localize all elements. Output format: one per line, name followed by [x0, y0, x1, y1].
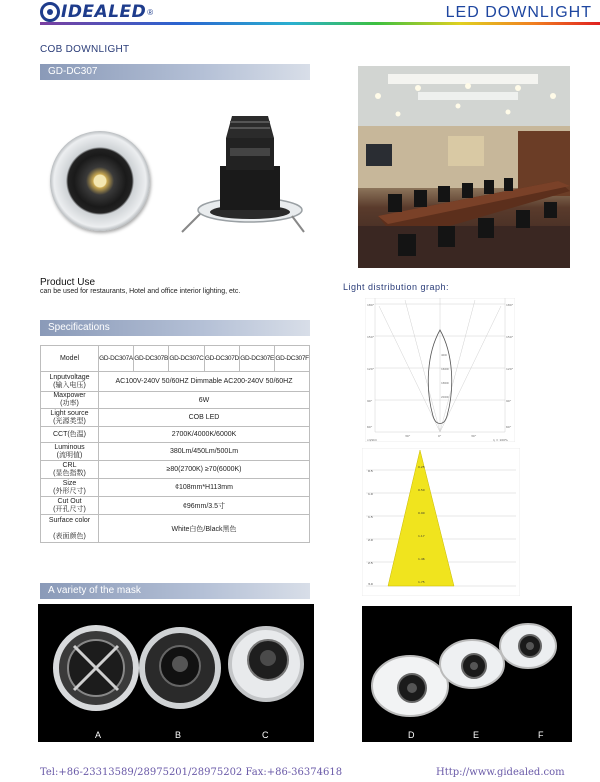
spec-value: 2700K/4000K/6000K [99, 427, 310, 443]
product-use-text: can be used for restaurants, Hotel and office interior lighting, etc. [40, 288, 241, 295]
spec-key: Light source (光源类型) [41, 409, 99, 427]
table-row [41, 392, 310, 409]
specifications-bar: Specifications [40, 320, 310, 336]
polar-bottom-angle: 0° [438, 434, 442, 438]
cone-lux: 1.17 [418, 534, 425, 538]
cone-lux: 0.25 [418, 465, 425, 469]
table-row [41, 515, 310, 543]
cone-distance: 2.0 [368, 538, 373, 542]
polar-angle-right: 180° [506, 303, 514, 307]
table-row [41, 346, 310, 372]
spec-key: Luminous (流明值) [41, 443, 99, 461]
cone-distance: 2.5 [368, 561, 373, 565]
model-cell: GD-DC307A [99, 346, 134, 372]
downlight-side-photo [180, 108, 310, 238]
model-cell: GD-DC307F [275, 346, 310, 372]
mask-label: E [473, 730, 480, 740]
table-row [41, 372, 310, 392]
polar-bottom-angle: 30° [471, 434, 477, 438]
cone-distance: 1.0 [368, 492, 373, 496]
product-use-title: Product Use [40, 277, 96, 288]
polar-ring-label: 1800 [441, 381, 449, 385]
table-row [41, 427, 310, 443]
mask-label: F [538, 730, 544, 740]
model-cell: GD-DC307D [204, 346, 239, 372]
polar-ring-label: 1600 [441, 367, 449, 371]
polar-angle-left: 120° [367, 367, 375, 371]
cone-lux: 0.90 [418, 511, 425, 515]
mask-photo-abc [38, 604, 314, 742]
polar-angle-left: 150° [367, 335, 375, 339]
cone-distance: 3.0 [368, 582, 373, 586]
illuminance-cone-chart [362, 448, 520, 596]
polar-angle-left: 60° [367, 425, 373, 429]
spec-key: CCT(色温) [41, 427, 99, 443]
light-distribution-title: Light distribution graph: [343, 282, 450, 292]
spec-value: ¢108mm*H113mm [99, 479, 310, 497]
mask-bar: A variety of the mask [40, 583, 310, 599]
registered-mark: ® [147, 7, 154, 17]
category-label: COB DOWNLIGHT [40, 44, 130, 55]
spec-value: ¢96mm/3.5寸 [99, 497, 310, 515]
mask-label: C [262, 730, 269, 740]
model-cell: GD-DC307E [240, 346, 275, 372]
spec-value: 6W [99, 392, 310, 409]
spec-key: CRL (显色指数) [41, 461, 99, 479]
cone-lux: 0.50 [418, 488, 425, 492]
polar-ring-label: 400 [441, 353, 447, 357]
polar-angle-right: 90° [506, 399, 512, 403]
polar-unit-label: cd/klm [367, 438, 378, 442]
page-header [0, 0, 600, 26]
conference-room-photo [358, 66, 570, 268]
spec-key: Lnputvoltage (输入电压) [41, 372, 99, 392]
polar-efficiency-label: η = 100% [493, 438, 508, 442]
page-title: LED DOWNLIGHT [445, 4, 592, 21]
footer-contact: Tel:+86-23313589/28975201/28975202 Fax:+86-36374618 [40, 767, 343, 778]
polar-angle-left: 180° [367, 303, 375, 307]
downlight-front-photo [50, 131, 150, 231]
table-row [41, 461, 310, 479]
cone-lux: 1.75 [418, 580, 425, 584]
spec-value: COB LED [99, 409, 310, 427]
mask-label: D [408, 730, 415, 740]
header-rainbow-divider [40, 22, 600, 25]
spec-key: Size (外形尺寸) [41, 479, 99, 497]
table-row [41, 479, 310, 497]
table-row [41, 409, 310, 427]
polar-angle-right: 120° [506, 367, 514, 371]
model-bar: GD-DC307 [40, 64, 310, 80]
spec-value: ≥80(2700K) ≥70(6000K) [99, 461, 310, 479]
spec-key: Surface color (表面颜色) [41, 515, 99, 543]
cone-distance: 1.5 [368, 515, 373, 519]
polar-bottom-angle: 30° [405, 434, 411, 438]
polar-distribution-chart [365, 298, 515, 442]
brand-name: IDEALED [61, 2, 147, 22]
spec-value: 380Lm/450Lm/500Lm [99, 443, 310, 461]
spec-key: Cut Out (开孔尺寸) [41, 497, 99, 515]
polar-angle-right: 60° [506, 425, 512, 429]
spec-value: AC100V-240V 50/60HZ Dimmable AC200-240V 50/60HZ [99, 372, 310, 392]
polar-ring-label: 2000 [441, 395, 449, 399]
model-cell: GD-DC307B [134, 346, 169, 372]
specifications-table [40, 345, 310, 543]
table-row [41, 497, 310, 515]
cone-lux: 1.46 [418, 557, 425, 561]
polar-angle-right: 150° [506, 335, 514, 339]
mask-label: B [175, 730, 182, 740]
spec-key: Maxpower (功率) [41, 392, 99, 409]
spec-key: Model [41, 346, 99, 372]
logo-g-icon [40, 2, 60, 22]
model-cell: GD-DC307C [169, 346, 204, 372]
cone-distance: 0.5 [368, 469, 373, 473]
brand-logo [40, 2, 153, 22]
polar-angle-left: 90° [367, 399, 373, 403]
table-row [41, 443, 310, 461]
mask-photo-def [362, 606, 572, 742]
mask-label: A [95, 730, 102, 740]
spec-value: White白色/Black黑色 [99, 515, 310, 543]
footer-website[interactable]: Http://www.gidealed.com [436, 767, 565, 778]
